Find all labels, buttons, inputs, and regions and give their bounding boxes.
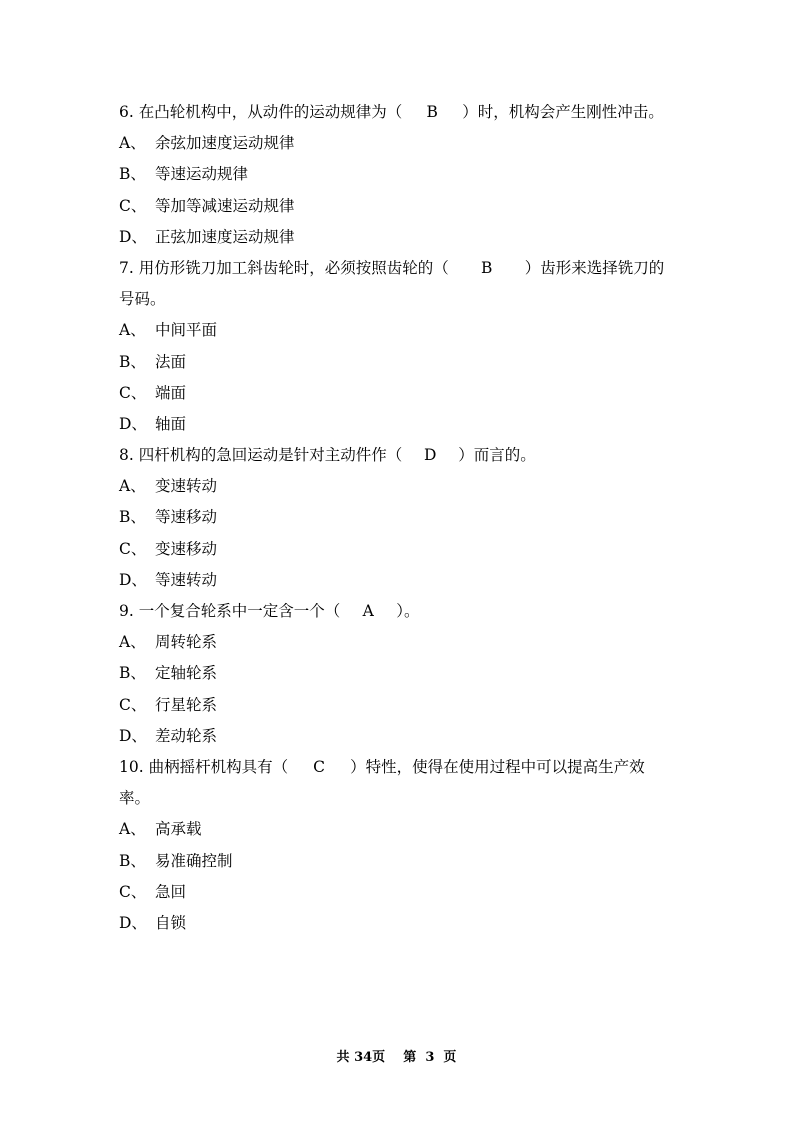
option-text: 变速移动 bbox=[155, 539, 218, 558]
answer-blank: B bbox=[481, 258, 493, 277]
option-letter: C、 bbox=[119, 383, 147, 402]
question-text-after: ）。 bbox=[396, 602, 420, 620]
question-text-before: 9. 一个复合轮系中一定含一个（ bbox=[119, 602, 341, 620]
option-d bbox=[119, 721, 679, 752]
option-text: 变速转动 bbox=[155, 477, 218, 496]
option-text: 正弦加速度运动规律 bbox=[155, 227, 295, 246]
option-text: 定轴轮系 bbox=[155, 664, 218, 683]
option-letter: C、 bbox=[119, 539, 147, 558]
option-letter: D、 bbox=[119, 570, 147, 589]
option-text: 差动轮系 bbox=[155, 726, 218, 745]
question-text-after: ）时，机构会产生刚性冲击。 bbox=[462, 103, 664, 121]
option-d bbox=[119, 409, 679, 440]
question-7 bbox=[119, 253, 679, 440]
question-stem bbox=[119, 752, 679, 783]
option-text: 易准确控制 bbox=[155, 851, 233, 870]
answer-blank: C bbox=[313, 757, 326, 776]
question-stem bbox=[119, 253, 679, 284]
option-letter: A、 bbox=[119, 477, 146, 496]
question-9 bbox=[119, 596, 679, 752]
question-text-before: 8. 四杆机构的急回运动是针对主动件作（ bbox=[119, 446, 403, 465]
option-letter: C、 bbox=[119, 882, 147, 901]
question-text-before: 10. 曲柄摇杆机构具有（ bbox=[119, 757, 289, 776]
question-stem-continuation: 号码。 bbox=[119, 290, 166, 309]
question-stem bbox=[119, 440, 679, 471]
option-text: 端面 bbox=[155, 383, 187, 402]
option-text: 高承载 bbox=[155, 820, 202, 839]
option-letter: C、 bbox=[119, 695, 147, 714]
question-stem-continuation: 率。 bbox=[119, 789, 151, 808]
question-stem bbox=[119, 97, 679, 128]
option-c bbox=[119, 191, 679, 222]
option-a bbox=[119, 315, 679, 346]
option-text: 等速转动 bbox=[155, 570, 218, 589]
option-c bbox=[119, 534, 679, 565]
question-6 bbox=[119, 97, 679, 253]
option-letter: D、 bbox=[119, 414, 147, 433]
current-page: 第 3 页 bbox=[403, 1050, 457, 1065]
option-text: 中间平面 bbox=[155, 321, 218, 340]
question-text-before: 6. 在凸轮机构中，从动件的运动规律为（ bbox=[119, 103, 403, 121]
option-text: 余弦加速度运动规律 bbox=[155, 134, 295, 153]
option-letter: B、 bbox=[119, 664, 146, 683]
answer-blank: B bbox=[426, 103, 438, 121]
option-letter: A、 bbox=[119, 633, 146, 652]
option-c bbox=[119, 378, 679, 409]
option-c bbox=[119, 690, 679, 721]
option-letter: C、 bbox=[119, 196, 147, 215]
total-pages: 共 34页 bbox=[336, 1050, 386, 1065]
question-text-after: ）齿形来选择铣刀的 bbox=[524, 258, 665, 277]
option-b bbox=[119, 846, 679, 877]
option-a bbox=[119, 814, 679, 845]
option-b bbox=[119, 658, 679, 689]
question-text-before: 7. 用仿形铣刀加工斜齿轮时，必须按照齿轮的（ bbox=[119, 258, 449, 277]
option-c bbox=[119, 877, 679, 908]
question-8 bbox=[119, 440, 679, 596]
option-letter: A、 bbox=[119, 321, 146, 340]
option-text: 周转轮系 bbox=[155, 633, 218, 652]
option-letter: A、 bbox=[119, 820, 146, 839]
option-text: 等加等减速运动规律 bbox=[155, 196, 295, 215]
option-text: 法面 bbox=[155, 352, 187, 371]
question-text-after: ）特性，使得在使用过程中可以提高生产效 bbox=[350, 757, 645, 776]
option-b bbox=[119, 347, 679, 378]
question-10 bbox=[119, 752, 679, 939]
page-footer bbox=[0, 1046, 793, 1065]
option-text: 等速移动 bbox=[155, 508, 218, 527]
option-text: 急回 bbox=[155, 882, 187, 901]
option-letter: D、 bbox=[119, 726, 147, 745]
option-b bbox=[119, 159, 679, 190]
option-letter: B、 bbox=[119, 851, 146, 870]
option-b bbox=[119, 502, 679, 533]
option-letter: D、 bbox=[119, 913, 147, 932]
option-a bbox=[119, 471, 679, 502]
option-d bbox=[119, 908, 679, 939]
option-letter: D、 bbox=[119, 227, 147, 246]
option-text: 轴面 bbox=[155, 414, 187, 433]
option-letter: B、 bbox=[119, 352, 146, 371]
option-a bbox=[119, 627, 679, 658]
answer-blank: A bbox=[362, 602, 374, 620]
question-stem bbox=[119, 596, 679, 627]
question-text-after: ）而言的。 bbox=[458, 446, 536, 465]
option-letter: A、 bbox=[119, 134, 146, 153]
answer-blank: D bbox=[424, 446, 437, 465]
option-d bbox=[119, 222, 679, 253]
option-text: 等速运动规律 bbox=[155, 165, 249, 184]
option-d bbox=[119, 565, 679, 596]
option-letter: B、 bbox=[119, 508, 146, 527]
option-text: 行星轮系 bbox=[155, 695, 218, 714]
option-letter: B、 bbox=[119, 165, 146, 184]
option-a bbox=[119, 128, 679, 159]
question-list bbox=[119, 97, 679, 939]
option-text: 自锁 bbox=[155, 913, 187, 932]
